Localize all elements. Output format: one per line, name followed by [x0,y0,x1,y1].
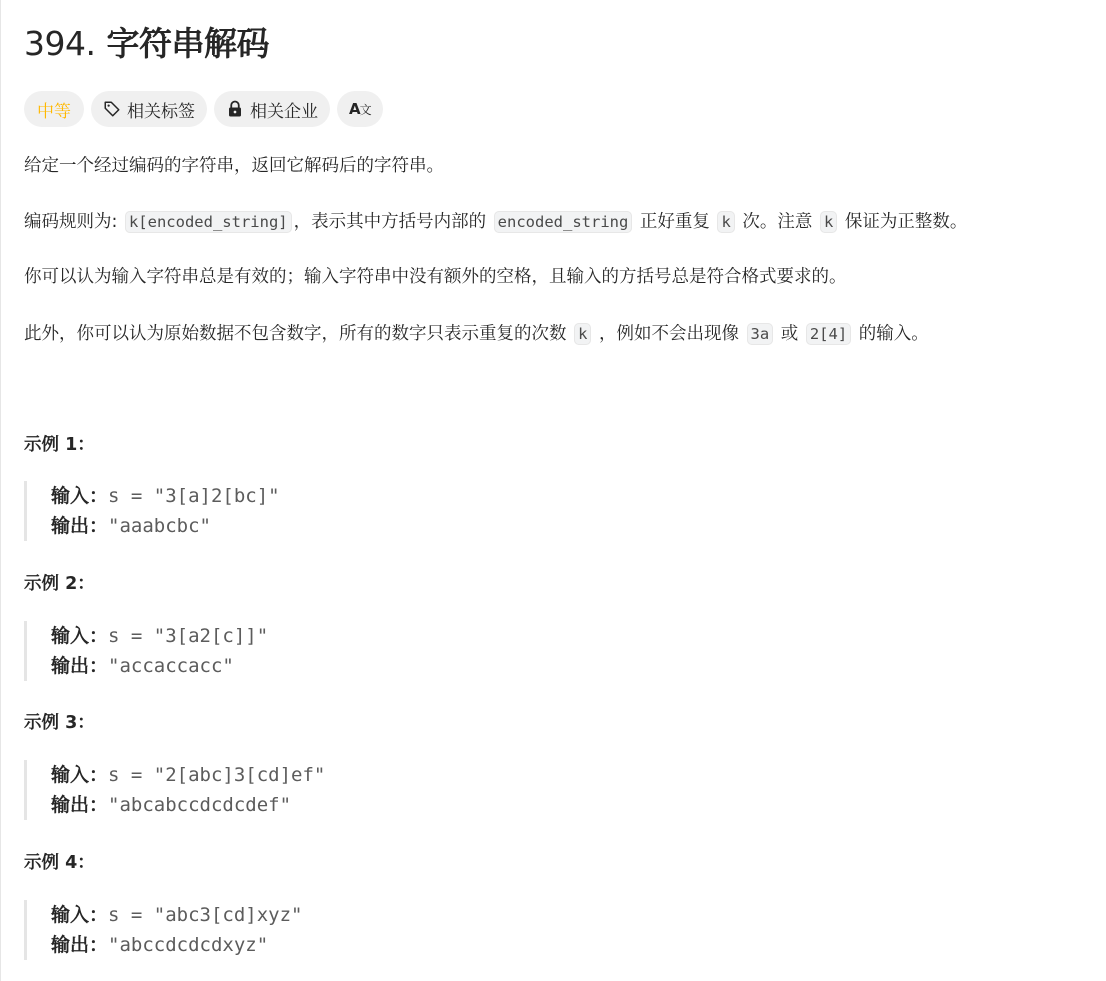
example-input-line [51,481,424,511]
page-title [24,0,1106,76]
example-output-line [51,930,424,960]
input-value: s = "abc3[cd]xyz" [108,904,303,926]
input-label: 输入： [51,485,109,507]
example-input-line [51,900,424,930]
example-heading: 示例 3： [24,713,95,733]
related-tags-button[interactable] [91,91,207,127]
difficulty-badge[interactable]: 中等 [24,91,84,127]
left-divider [0,0,1,981]
output-label: 输出： [51,794,109,816]
description-paragraph-4 [24,320,929,348]
inline-code: k [574,323,591,345]
input-value: s = "3[a]2[bc]" [108,485,280,507]
lock-icon [226,100,244,118]
text-span: 次。注意 [736,212,818,232]
output-label: 输出： [51,934,109,956]
description-paragraph-2 [24,208,967,236]
example-heading: 示例 4： [24,853,95,873]
example-block [24,621,424,681]
inline-code: k [717,211,734,233]
text-span: 正好重复 [634,212,716,232]
description-paragraph-3: 你可以认为输入字符串总是有效的；输入字符串中没有额外的空格，且输入的方括号总是符合格式要求的。 [24,267,847,287]
tag-icon [103,100,121,118]
output-label: 输出： [51,515,109,537]
inline-code: 2[4] [806,323,851,345]
tag-row [24,91,1106,127]
inline-code: k[encoded_string] [125,211,292,233]
input-value: s = "2[abc]3[cd]ef" [108,764,326,786]
output-value: "abccdcdcdxyz" [108,934,269,956]
example-heading: 示例 2： [24,574,95,594]
problem-number: 394. [24,24,96,63]
text-span: 的输入。 [853,324,929,344]
example-input-line [51,760,424,790]
output-value: "abcabccdcdcdef" [108,794,292,816]
related-companies-label: 相关企业 [250,101,318,122]
example-block [24,760,424,820]
text-span: 保证为正整数。 [839,212,968,232]
text-span: ，表示其中方括号内部的 [293,212,492,232]
inline-code: 3a [747,323,774,345]
translate-button[interactable] [337,91,383,127]
example-heading: 示例 1： [24,435,95,455]
output-label: 输出： [51,655,109,677]
example-block [24,481,424,541]
example-output-line [51,651,424,681]
text-span: 或 [775,324,804,344]
inline-code: k [820,211,837,233]
inline-code: encoded_string [494,211,633,233]
example-output-line [51,790,424,820]
related-companies-button[interactable] [214,91,330,127]
output-value: "aaabcbc" [108,515,211,537]
example-input-line [51,621,424,651]
input-label: 输入： [51,904,109,926]
text-span: 此外，你可以认为原始数据不包含数字，所有的数字只表示重复的次数 [24,324,573,344]
problem-title: 字符串解码 [106,24,269,63]
text-span: 编码规则为: [24,212,123,232]
text-span: ，例如不会出现像 [593,324,745,344]
description-paragraph-1: 给定一个经过编码的字符串，返回它解码后的字符串。 [24,156,444,176]
input-label: 输入： [51,625,109,647]
input-label: 输入： [51,764,109,786]
related-tags-label: 相关标签 [127,101,195,122]
problem-description-panel [24,0,1106,956]
example-block [24,900,424,960]
example-output-line [51,511,424,541]
translate-icon: A文 [349,100,371,118]
input-value: s = "3[a2[c]]" [108,625,269,647]
output-value: "accaccacc" [108,655,234,677]
